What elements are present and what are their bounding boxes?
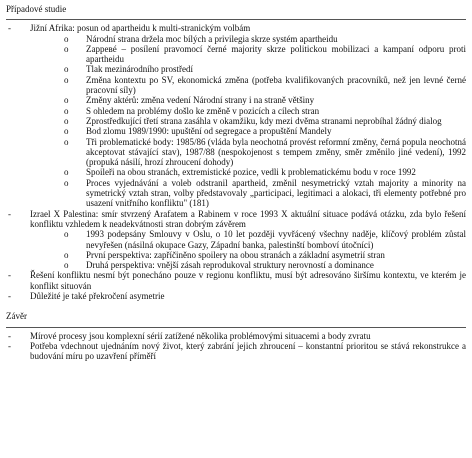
sublist-item bbox=[30, 137, 466, 168]
circle-bullet: o bbox=[64, 74, 69, 85]
dash-bullet: - bbox=[8, 330, 11, 341]
sublist-item-text: Bod zlomu 1989/1990: upuštění od segregace a propuštění Mandely bbox=[86, 126, 332, 137]
dash-bullet: - bbox=[8, 291, 11, 302]
sublist-item bbox=[30, 106, 466, 116]
sublist-item-text: Změna kontextu po SV, ekonomická změna (potřeba kvalifikovaných pracovníků, než jen levné černé pracovní síly) bbox=[86, 74, 466, 96]
circle-bullet: o bbox=[64, 229, 69, 240]
sublist-item-text: Národní strana držela moc bílých a privilegia skrze systém apartheidu bbox=[86, 33, 338, 44]
list-item bbox=[6, 291, 466, 301]
sublist-item bbox=[30, 64, 466, 74]
circle-bullet: o bbox=[64, 115, 69, 126]
sublist-item-text: 1993 podepsány Smlouvy v Oslu, o 10 let později vyvřácený všechny naděje, klíčový problém zůstal nevyřešen (násilná okupace Gazy, Západní banka, palestinští bomboví útočníci) bbox=[86, 229, 466, 250]
list-item-text: Mírové procesy jsou komplexní sérií zatížené několika problémovými situacemi a body zvratu bbox=[30, 330, 371, 341]
sublist-item bbox=[30, 126, 466, 136]
circle-bullet: o bbox=[64, 167, 69, 178]
circle-bullet: o bbox=[64, 126, 69, 137]
list-item-text: Řešení konfliktu nesmí být ponecháno pouze v regionu konfliktu, musí být adresováno širšímu kontextu, ve kterém je konflikt situován bbox=[30, 270, 466, 291]
sublist-item bbox=[30, 167, 466, 177]
conclusion-list bbox=[6, 331, 466, 362]
sublist-item-text: S ohledem na problémy došlo ke změně v pozicích a cílech stran bbox=[86, 105, 320, 116]
list-item-text: Potřeba vdechnout ujednáním nový život, který zabrání jejich zhroucení – konstantní prioritou se stává rekonstrukce a budování míru po uzavření příměří bbox=[30, 340, 466, 362]
case-studies-list bbox=[6, 23, 466, 301]
list-item bbox=[6, 209, 466, 271]
sublist-item bbox=[30, 229, 466, 250]
list-item-text: Jižní Afrika: posun od apartheidu k multi-stranickým volbám bbox=[30, 23, 251, 34]
circle-bullet: o bbox=[64, 177, 69, 188]
sublist-item bbox=[30, 44, 466, 65]
dash-bullet: - bbox=[8, 23, 11, 34]
sublist-item-text: Zapревé – posílení pravomocí černé majority skrze politickou mobilizaci a kampaní odporu proti apartheidu bbox=[86, 43, 466, 65]
list-item bbox=[6, 270, 466, 291]
section-spacer bbox=[6, 301, 466, 311]
sublist-item bbox=[30, 178, 466, 209]
list-item-text: Důležité je také překročení asymetrie bbox=[30, 291, 165, 302]
sublist-item-text: Tři problematické body: 1985/86 (vláda byla neochotná provést reformní změny, černá popula neochotná akceptovat stávající stav), 1987/88 (nespokojenost s tempem změny, směr změnilo jiné vedení), 1992 (propuká násilí, hrozí zhroucení dohody) bbox=[86, 136, 466, 168]
circle-bullet: o bbox=[64, 260, 69, 271]
sublist-item-text: Proces vyjednávání a voleb odstranil apartheid, změnil nesymetrický vztah majority a minority na symetrický vztah stran, volby představovaly „participaci, legitimaci a alokaci, tři elementy potřebné pro usazení vnitřního konfliktu" (181) bbox=[86, 177, 466, 209]
dash-bullet: - bbox=[8, 270, 11, 281]
section-divider bbox=[6, 19, 466, 20]
list-item-text: Izrael X Palestina: smír stvrzený Arafatem a Rabinem v roce 1993 X aktuální situace podává otázku, zda bylo řešení konfliktu vzhledem k neadekvátnosti stran dobrým závěrem bbox=[30, 208, 466, 229]
list-item bbox=[6, 331, 466, 341]
sublist-item bbox=[30, 95, 466, 105]
circle-bullet: o bbox=[64, 64, 69, 75]
section-heading-conclusion: Závěr bbox=[6, 311, 27, 322]
circle-bullet: o bbox=[64, 249, 69, 260]
dash-bullet: - bbox=[8, 208, 11, 219]
list-item bbox=[6, 341, 466, 362]
sublist-item-text: Změny aktérů: změna vedení Národní strany i na straně většiny bbox=[86, 95, 315, 106]
sublist-item-text: Spoilеři na obou stranách, extremistické pozice, vedli k problematickému bodu v roce 1992 bbox=[86, 167, 416, 178]
circle-bullet: o bbox=[64, 33, 69, 44]
section-heading-case-studies: Případové studie bbox=[6, 4, 67, 14]
sublist-item bbox=[30, 250, 466, 260]
dash-bullet: - bbox=[8, 340, 11, 351]
sublist-item-text: Tlak mezinárodního prostředí bbox=[86, 64, 193, 75]
section-divider bbox=[6, 327, 466, 328]
sublist bbox=[30, 34, 466, 209]
sublist-item bbox=[30, 260, 466, 270]
circle-bullet: o bbox=[64, 43, 69, 54]
sublist-item-text: První perspektiva: zapříčiněno spoilery na obou stranách a základní asymetrií stran bbox=[86, 249, 385, 260]
circle-bullet: o bbox=[64, 136, 69, 147]
sublist-item bbox=[30, 75, 466, 96]
sublist-item bbox=[30, 116, 466, 126]
sublist-item-text: Druhá perspektiva: vnější zásah reprodukoval strukturу nerovností a dominance bbox=[86, 260, 374, 271]
sublist bbox=[30, 229, 466, 270]
sublist-item bbox=[30, 34, 466, 44]
circle-bullet: o bbox=[64, 95, 69, 106]
list-item bbox=[6, 23, 466, 208]
circle-bullet: o bbox=[64, 105, 69, 116]
sublist-item-text: Zprostředkující třetí strana zasáhla v okamžiku, kdy mezi dvěma stranami neprobíhal žádný dialog bbox=[86, 115, 442, 126]
